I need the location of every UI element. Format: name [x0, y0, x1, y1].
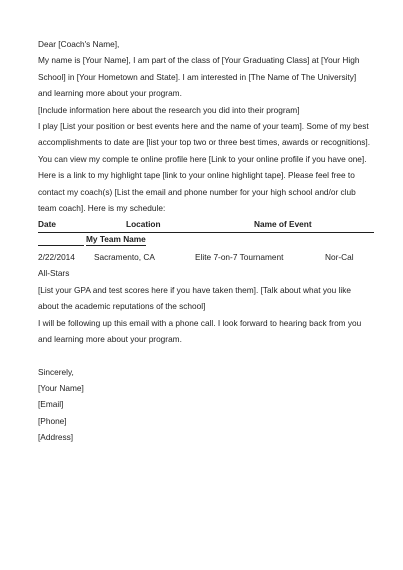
schedule-header-location: Location: [126, 219, 161, 230]
schedule-event: Elite 7-on-7 Tournament: [195, 252, 284, 263]
body-line: I will be following up this email with a phone call. I look forward to hearing back from you: [38, 317, 362, 328]
body-line: and learning more about your program.: [38, 334, 182, 345]
intro-line: I play [List your position or best events here and the name of your team]. Some of my best: [38, 121, 369, 132]
schedule-header-event: Name of Event: [254, 219, 312, 230]
schedule-header-date: Date: [38, 219, 56, 230]
signature-phone: [Phone]: [38, 415, 67, 426]
team-name-line: [38, 233, 374, 249]
intro-line: accomplishments to date are [list your top two or three best times, awards or recognitions].: [38, 137, 371, 148]
signature-address: [Address]: [38, 432, 74, 443]
schedule-wrap: All-Stars: [38, 268, 70, 279]
intro-line: team coach]. Here is my schedule:: [38, 203, 166, 214]
greeting: Dear [Coach's Name],: [38, 39, 120, 49]
body-line: about the academic reputations of the school]: [38, 301, 206, 312]
intro-line: My name is [Your Name], I am part of the class of [Your Graduating Class] at [Your High: [38, 55, 360, 66]
schedule-header: [38, 216, 374, 233]
closing: Sincerely,: [38, 366, 74, 377]
signature-name: [Your Name]: [38, 382, 84, 393]
letter-body: [38, 36, 374, 446]
intro-line: You can view my comple te online profile here [Link to your online profile if you have one].: [38, 153, 367, 164]
schedule-date: 2/22/2014: [38, 252, 75, 263]
intro-line: [Include information here about the research you did into their program]: [38, 104, 300, 115]
signature-email: [Email]: [38, 399, 64, 410]
schedule-extra: Nor-Cal: [325, 252, 354, 263]
schedule-row: [38, 249, 374, 265]
schedule-location: Sacramento, CA: [94, 252, 155, 263]
intro-line: contact my coach(s) [List the email and phone number for your high school and/or club: [38, 186, 356, 197]
spacer: [38, 348, 374, 364]
body-line: [List your GPA and test scores here if you have taken them]. [Talk about what you like: [38, 284, 351, 295]
team-name-rule: [38, 245, 84, 246]
intro-line: and learning more about your program.: [38, 88, 182, 99]
team-name: My Team Name: [86, 234, 146, 245]
intro-line: School] in [Your Hometown and State]. I am interested in [The Name of The University]: [38, 71, 357, 82]
intro-line: Here is a link to my highlight tape [link to your online highlight tape]. Please feel free to: [38, 170, 355, 181]
